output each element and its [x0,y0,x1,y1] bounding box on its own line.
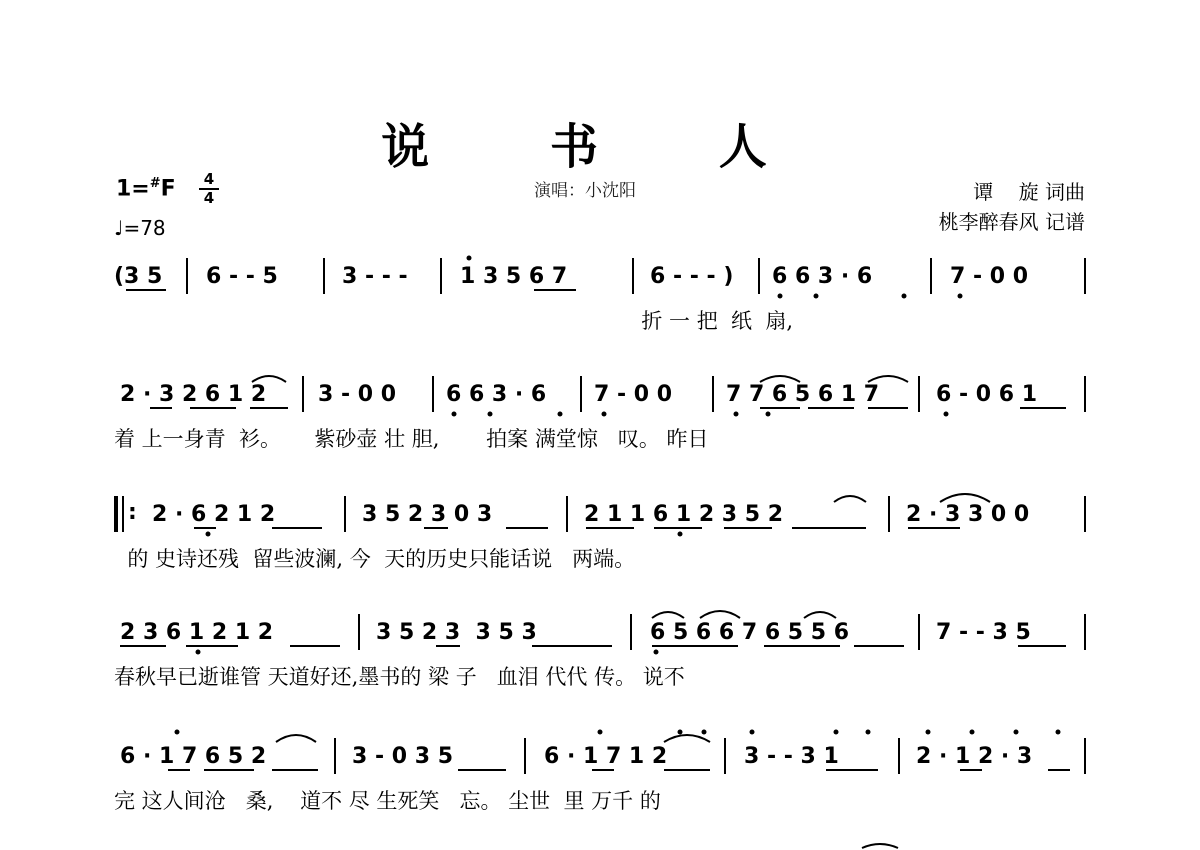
measure-4-4: 7 - - 3 5 [936,620,1031,645]
measure-2-6: 6 - 0 6 1 [936,382,1037,407]
repeat-dots: : [128,500,137,525]
measure-3-1: 2 · 6 2 1 2 [152,502,276,527]
measure-4-2: 3 5 2 3 3 5 3 [376,620,537,645]
measure-5-1: 6 · 1 7 6 5 2 [120,744,267,769]
measure-3-4: 2 · 3 3 0 0 [906,502,1030,527]
measure-1-7: 7 - 0 0 [950,264,1029,289]
measure-3-3: 2 1 1 6 1 2 3 5 2 [584,502,784,527]
lyrics-line-5: 完 这人间沧 桑, 道不 尽 生死笑 忘。 尘世 里 万千 的 [114,789,661,813]
lyrics-music-credit: 谭 旋 词曲 [973,180,1085,204]
lyrics-line-4: 春秋早已逝谁管 天道好还,墨书的 梁 子 血泪 代代 传。 说不 [114,665,685,689]
measure-3-2: 3 5 2 3 0 3 [362,502,493,527]
measure-4-1: 2 3 6 1 2 1 2 [120,620,274,645]
measure-1-6: 6 6 3 · 6 [772,264,873,289]
measure-2-2: 3 - 0 0 [318,382,397,407]
measure-2-5: 7 7 6 5 6 1 7 [726,382,880,407]
measure-5-2: 3 - 0 3 5 [352,744,453,769]
lyrics-line-3: 的 史诗还残 留些波澜, 今 天的历史只能话说 两端。 [114,547,636,571]
song-title: 说 书 人 [381,119,819,175]
tempo-value: 78 [140,216,166,240]
tempo-equals: = [123,216,141,240]
measure-5-4: 3 - - 3 1 [744,744,839,769]
measure-2-1: 2 · 3 2 6 1 2 [120,382,267,407]
key-label: 1= [116,176,150,202]
measure-5-3: 6 · 1 7 1 2 [544,744,668,769]
key-note: F [160,176,176,202]
measure-1-4: 1 3 5 6 7 [460,264,568,289]
measure-2-3: 6 6 3 · 6 [446,382,547,407]
measure-5-5: 2 · 1 2 · 3 [916,744,1033,769]
measure-1-5: 6 - - - ) [650,264,734,289]
measure-1-3: 3 - - - [342,264,408,289]
key-sharp: # [149,176,161,191]
lyrics-line-2: 着 上一身青 衫。 紫砂壶 壮 胆, 拍案 满堂惊 叹。 昨日 [114,427,709,451]
quarter-note-icon: ♩ [114,216,124,240]
score-credit: 桃李醉春风 记谱 [938,210,1085,234]
meter-top: 4 [203,170,215,188]
measure-1-1: (3 5 [114,264,163,289]
measure-4-3: 6 5 6 6 7 6 5 5 6 [650,620,850,645]
singer-credit: 演唱：小沈阳 [534,181,636,201]
measure-1-2: 6 - - 5 [206,264,278,289]
meter-bottom: 4 [203,189,215,207]
lyrics-line-1: 折 一 把 纸 扇, [114,309,794,333]
measure-2-4: 7 - 0 0 [594,382,673,407]
